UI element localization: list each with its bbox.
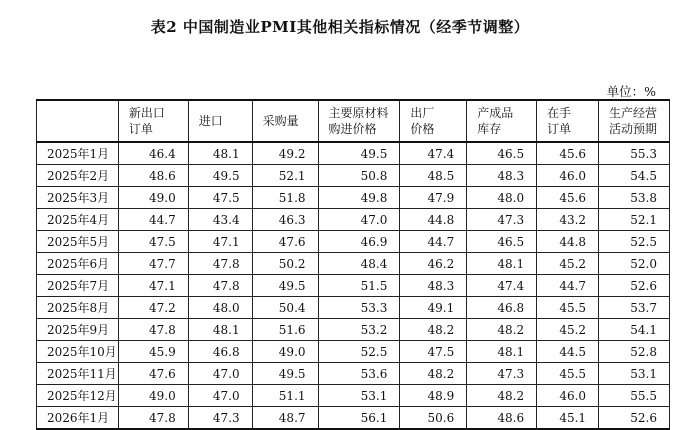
table-cell: 48.1 bbox=[188, 142, 252, 165]
table-cell: 49.0 bbox=[118, 187, 188, 209]
column-header bbox=[467, 100, 537, 142]
table-cell: 52.5 bbox=[318, 341, 400, 363]
table-cell: 47.5 bbox=[188, 187, 252, 209]
row-month-label: 2025年6月 bbox=[37, 253, 119, 275]
row-month-label: 2025年1月 bbox=[37, 142, 119, 165]
table-cell: 49.0 bbox=[118, 385, 188, 407]
column-header-line1: 产成品 bbox=[477, 106, 514, 120]
table-cell: 48.6 bbox=[118, 165, 188, 187]
table-cell: 52.8 bbox=[599, 341, 670, 363]
table-cell: 50.2 bbox=[252, 253, 318, 275]
table-cell: 53.3 bbox=[318, 297, 400, 319]
table-cell: 45.5 bbox=[537, 297, 599, 319]
table-cell: 46.3 bbox=[252, 209, 318, 231]
table-row bbox=[37, 407, 670, 430]
table-cell: 49.5 bbox=[188, 165, 252, 187]
table-cell: 48.0 bbox=[467, 187, 537, 209]
column-header bbox=[537, 100, 599, 142]
table-cell: 47.4 bbox=[467, 275, 537, 297]
table-cell: 48.4 bbox=[318, 253, 400, 275]
column-header bbox=[400, 100, 467, 142]
table-cell: 49.5 bbox=[318, 142, 400, 165]
table-cell: 45.9 bbox=[118, 341, 188, 363]
table-cell: 49.8 bbox=[318, 187, 400, 209]
table-cell: 48.2 bbox=[400, 319, 467, 341]
column-header-line1: 采购量 bbox=[262, 114, 299, 128]
row-month-label: 2025年11月 bbox=[37, 363, 119, 385]
table-row bbox=[37, 363, 670, 385]
table-row bbox=[37, 165, 670, 187]
table-cell: 47.2 bbox=[118, 297, 188, 319]
table-cell: 47.3 bbox=[467, 209, 537, 231]
table-cell: 46.8 bbox=[188, 341, 252, 363]
table-cell: 53.8 bbox=[599, 187, 670, 209]
table-cell: 55.3 bbox=[599, 142, 670, 165]
column-header bbox=[252, 100, 318, 142]
unit-label: 单位：% bbox=[606, 84, 656, 99]
table-cell: 52.0 bbox=[599, 253, 670, 275]
column-header-line2: 订单 bbox=[547, 122, 572, 136]
table-cell: 47.8 bbox=[188, 253, 252, 275]
table-cell: 50.8 bbox=[318, 165, 400, 187]
table-cell: 48.7 bbox=[252, 407, 318, 430]
table-cell: 43.2 bbox=[537, 209, 599, 231]
table-cell: 47.8 bbox=[118, 319, 188, 341]
column-header bbox=[188, 100, 252, 142]
table-cell: 46.2 bbox=[400, 253, 467, 275]
table-cell: 47.9 bbox=[400, 187, 467, 209]
table-cell: 47.0 bbox=[188, 385, 252, 407]
row-month-label: 2025年7月 bbox=[37, 275, 119, 297]
table-cell: 46.8 bbox=[467, 297, 537, 319]
column-header-line1: 在手 bbox=[547, 106, 572, 120]
table-cell: 47.3 bbox=[188, 407, 252, 430]
table-cell: 44.8 bbox=[400, 209, 467, 231]
table-cell: 53.6 bbox=[318, 363, 400, 385]
table-cell: 48.3 bbox=[467, 165, 537, 187]
column-header-line1: 主要原材料 bbox=[328, 106, 389, 120]
table-cell: 47.0 bbox=[188, 363, 252, 385]
table-cell: 47.1 bbox=[118, 275, 188, 297]
row-month-label: 2025年4月 bbox=[37, 209, 119, 231]
table-cell: 51.8 bbox=[252, 187, 318, 209]
table-row bbox=[37, 319, 670, 341]
table-cell: 48.1 bbox=[467, 253, 537, 275]
table-cell: 52.6 bbox=[599, 407, 670, 430]
header-row bbox=[37, 100, 670, 142]
table-cell: 52.1 bbox=[252, 165, 318, 187]
row-month-label: 2025年9月 bbox=[37, 319, 119, 341]
table-cell: 44.7 bbox=[118, 209, 188, 231]
column-header-line2: 库存 bbox=[477, 122, 502, 136]
column-header-line1: 出厂 bbox=[410, 106, 435, 120]
table-cell: 49.5 bbox=[252, 275, 318, 297]
table-cell: 52.5 bbox=[599, 231, 670, 253]
table-cell: 48.6 bbox=[467, 407, 537, 430]
column-header bbox=[599, 100, 670, 142]
table-cell: 44.8 bbox=[537, 231, 599, 253]
column-header bbox=[37, 100, 119, 142]
table-cell: 55.5 bbox=[599, 385, 670, 407]
table-cell: 53.2 bbox=[318, 319, 400, 341]
table-cell: 49.1 bbox=[400, 297, 467, 319]
column-header bbox=[118, 100, 188, 142]
row-month-label: 2025年8月 bbox=[37, 297, 119, 319]
table-cell: 45.5 bbox=[537, 363, 599, 385]
row-month-label: 2025年5月 bbox=[37, 231, 119, 253]
table-cell: 47.5 bbox=[118, 231, 188, 253]
table-cell: 45.6 bbox=[537, 142, 599, 165]
column-header-line2: 订单 bbox=[128, 122, 153, 136]
column-header-line1: 新出口 bbox=[128, 106, 165, 120]
table-cell: 43.4 bbox=[188, 209, 252, 231]
table-row bbox=[37, 341, 670, 363]
table-cell: 44.5 bbox=[537, 341, 599, 363]
table-cell: 51.1 bbox=[252, 385, 318, 407]
table-row bbox=[37, 275, 670, 297]
table-cell: 48.2 bbox=[467, 385, 537, 407]
row-month-label: 2025年12月 bbox=[37, 385, 119, 407]
table-cell: 47.0 bbox=[318, 209, 400, 231]
table-cell: 47.1 bbox=[188, 231, 252, 253]
table-cell: 56.1 bbox=[318, 407, 400, 430]
table-cell: 53.1 bbox=[599, 363, 670, 385]
table-cell: 46.0 bbox=[537, 165, 599, 187]
table-cell: 52.6 bbox=[599, 275, 670, 297]
column-header bbox=[318, 100, 400, 142]
column-header-line1: 进口 bbox=[198, 114, 223, 128]
table-cell: 48.3 bbox=[400, 275, 467, 297]
table-cell: 46.4 bbox=[118, 142, 188, 165]
table-cell: 48.1 bbox=[188, 319, 252, 341]
table-cell: 54.1 bbox=[599, 319, 670, 341]
table-cell: 49.2 bbox=[252, 142, 318, 165]
table-cell: 47.6 bbox=[252, 231, 318, 253]
table-cell: 51.5 bbox=[318, 275, 400, 297]
table-cell: 49.0 bbox=[252, 341, 318, 363]
row-month-label: 2025年10月 bbox=[37, 341, 119, 363]
table-cell: 46.9 bbox=[318, 231, 400, 253]
column-header-line2: 活动预期 bbox=[609, 122, 658, 136]
table-cell: 48.2 bbox=[400, 363, 467, 385]
table-cell: 46.5 bbox=[467, 231, 537, 253]
table-cell: 45.1 bbox=[537, 407, 599, 430]
table-row bbox=[37, 187, 670, 209]
table-cell: 44.7 bbox=[537, 275, 599, 297]
column-header-line1: 生产经营 bbox=[609, 106, 658, 120]
table-cell: 52.1 bbox=[599, 209, 670, 231]
table-row bbox=[37, 231, 670, 253]
table-cell: 50.6 bbox=[400, 407, 467, 430]
table-cell: 45.2 bbox=[537, 253, 599, 275]
table-cell: 47.8 bbox=[188, 275, 252, 297]
table-cell: 53.1 bbox=[318, 385, 400, 407]
table-cell: 48.0 bbox=[188, 297, 252, 319]
table-cell: 50.4 bbox=[252, 297, 318, 319]
table-cell: 45.2 bbox=[537, 319, 599, 341]
table-row bbox=[37, 142, 670, 165]
column-header-line2: 购进价格 bbox=[328, 122, 377, 136]
table-cell: 53.7 bbox=[599, 297, 670, 319]
table-cell: 48.1 bbox=[467, 341, 537, 363]
table-cell: 48.5 bbox=[400, 165, 467, 187]
table-cell: 47.5 bbox=[400, 341, 467, 363]
table-cell: 47.6 bbox=[118, 363, 188, 385]
table-row bbox=[37, 385, 670, 407]
table-row bbox=[37, 297, 670, 319]
table-cell: 47.4 bbox=[400, 142, 467, 165]
table-cell: 45.6 bbox=[537, 187, 599, 209]
table-row bbox=[37, 253, 670, 275]
column-header-line2: 价格 bbox=[410, 122, 435, 136]
pmi-table bbox=[36, 99, 670, 430]
table-cell: 51.6 bbox=[252, 319, 318, 341]
row-month-label: 2026年1月 bbox=[37, 407, 119, 430]
table-cell: 48.9 bbox=[400, 385, 467, 407]
table-cell: 47.8 bbox=[118, 407, 188, 430]
table-cell: 54.5 bbox=[599, 165, 670, 187]
table-cell: 46.0 bbox=[537, 385, 599, 407]
table-cell: 47.3 bbox=[467, 363, 537, 385]
row-month-label: 2025年3月 bbox=[37, 187, 119, 209]
table-cell: 47.7 bbox=[118, 253, 188, 275]
row-month-label: 2025年2月 bbox=[37, 165, 119, 187]
table-title: 表2 中国制造业PMI其他相关指标情况（经季节调整） bbox=[150, 18, 530, 36]
table-body bbox=[37, 142, 670, 429]
table-cell: 48.2 bbox=[467, 319, 537, 341]
table-cell: 44.7 bbox=[400, 231, 467, 253]
table-cell: 49.5 bbox=[252, 363, 318, 385]
table-row bbox=[37, 209, 670, 231]
table-cell: 46.5 bbox=[467, 142, 537, 165]
